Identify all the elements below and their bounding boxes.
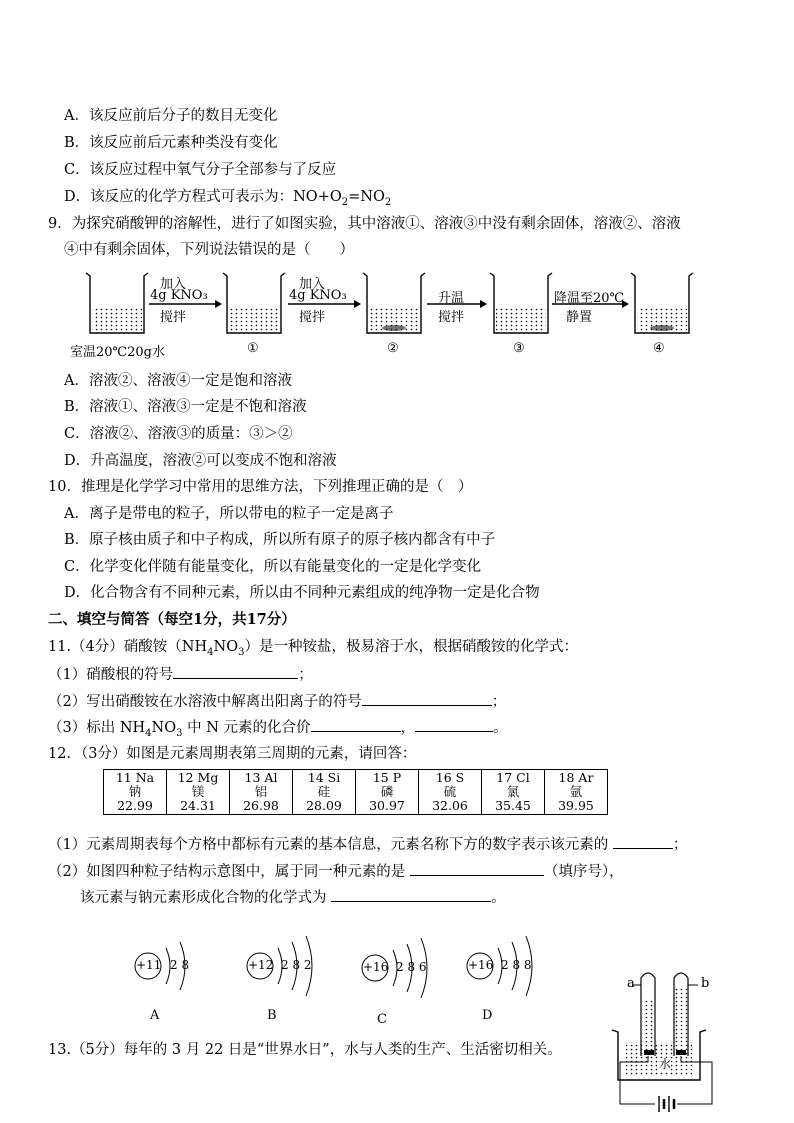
q10-stem: 10．推理是化学学习中常用的思维方法，下列推理正确的是（ ） (48, 479, 473, 495)
element-cell: 16 S 硫 32.06 (419, 770, 482, 815)
atom-d-nucleus: +16 (468, 958, 494, 972)
tube-a-label: a (627, 976, 635, 991)
answer-blank[interactable] (410, 861, 544, 876)
step3-label-bot: 搅拌 (438, 310, 465, 325)
q9-option-a: A．溶液②、溶液④一定是饱和溶液 (64, 373, 292, 389)
atom-a-nucleus: +11 (136, 958, 162, 972)
q12-part1: （1）元素周期表每个方格中都标有元素的基本信息，元素名称下方的数字表示该元素的 ； (48, 834, 687, 855)
atom-d-shells: 2 8 8 (501, 958, 532, 972)
step2-label-mid: 4g KNO₃ (289, 288, 347, 303)
element-cell: 13 Al 铝 26.98 (230, 770, 293, 815)
q9-stem-line1: 9．为探究硝酸钾的溶解性，进行了如图实验，其中溶液①、溶液③中没有剩余固体，溶液②、溶液 (48, 216, 681, 232)
q12-part3: 该元素与钠元素形成化合物的化学式为 。 (80, 887, 506, 908)
element-cell: 12 Mg 镁 24.31 (167, 770, 230, 815)
q8-option-b: B．该反应前后元素种类没有变化 (64, 135, 278, 151)
beaker-4 (631, 273, 693, 333)
beaker-3 (490, 273, 552, 333)
atom-b-nucleus: +12 (248, 958, 274, 972)
beaker-2 (363, 273, 425, 333)
step1-label-top: 加入 (160, 277, 187, 292)
electrolysis-apparatus (612, 973, 712, 1112)
q12-stem: 12．（3分）如图是元素周期表第三周期的元素，请回答： (48, 746, 417, 762)
atom-b-label: B (267, 1008, 277, 1023)
beaker-0-label: 室温20℃20g水 (70, 345, 165, 360)
q9-stem-line2: ④中有剩余固体，下列说法错误的是（ ） (64, 242, 354, 258)
element-cell: 11 Na 钠 22.99 (104, 770, 167, 815)
step2-label-top: 加入 (299, 277, 326, 292)
element-cell: 17 Cl 氯 35.45 (482, 770, 545, 815)
beaker-1-label: ① (247, 341, 259, 356)
beaker-4-label: ④ (653, 341, 665, 356)
q8-option-a: A．该反应前后分子的数目无变化 (64, 108, 278, 124)
beaker-2-label: ② (387, 341, 399, 356)
step1-label-mid: 4g KNO₃ (150, 288, 208, 303)
answer-blank[interactable] (173, 664, 298, 679)
q13-stem: 13.（5分）每年的 3 月 22 日是“世界水日”，水与人类的生产、生活密切相关。 (48, 1042, 562, 1058)
step4-label-top: 降温至20℃ (554, 291, 625, 306)
answer-blank[interactable] (331, 887, 491, 902)
atom-a-label: A (150, 1008, 160, 1023)
atom-c-nucleus: +16 (363, 960, 389, 974)
water-label: 水 (659, 1057, 672, 1071)
q9-option-c: C．溶液②、溶液③的质量：③＞② (64, 426, 293, 442)
beaker-0 (86, 273, 148, 333)
answer-blank[interactable] (415, 717, 493, 732)
q8-option-d: D．该反应的化学方程式可表示为：$NO+O_2=NO_2$ (64, 189, 392, 208)
element-cell: 15 P 磷 30.97 (356, 770, 419, 815)
atom-a-shells: 2 8 (170, 958, 190, 972)
q9-option-d: D．升高温度，溶液②可以变成不饱和溶液 (64, 453, 337, 469)
step4-label-bot: 静置 (566, 310, 593, 325)
tube-b-label: b (701, 976, 710, 991)
atom-b-shells: 2 8 2 (281, 958, 312, 972)
section-heading: 二、填空与简答（每空1分，共17分） (48, 611, 296, 628)
q10-option-c: C．化学变化伴随有能量变化，所以有能量变化的一定是化学变化 (64, 559, 482, 575)
answer-blank[interactable] (311, 717, 401, 732)
element-cell: 14 Si 硅 28.09 (293, 770, 356, 815)
step2-label-bot: 搅拌 (299, 310, 326, 325)
q11-part1: （1）硝酸根的符号 ； (48, 664, 313, 685)
q11-part2: （2）写出硝酸铵在水溶液中解离出阳离子的符号 ； (48, 691, 506, 712)
beaker-1 (223, 273, 285, 333)
atom-c-label: C (377, 1012, 387, 1027)
atom-d-label: D (482, 1008, 493, 1023)
answer-blank[interactable] (362, 691, 492, 706)
q11-part3: （3）标出 $NH_4NO_3$ 中 N 元素的化合价 ， 。 (48, 717, 508, 738)
q11-stem: 11.（4分）硝酸铵$(NH_4NO_3)$是一种铵盐，极易溶于水，根据硝酸铵的化学式： (48, 639, 578, 658)
q10-option-a: A．离子是带电的粒子，所以带电的粒子一定是离子 (64, 506, 394, 522)
element-cell: 18 Ar 氩 39.95 (545, 770, 608, 815)
q8-option-c: C．该反应过程中氧气分子全部参与了反应 (64, 162, 337, 178)
q12-part2: （2）如图四种粒子结构示意图中，属于同一种元素的是 （填序号）， (48, 861, 624, 882)
q9-option-b: B．溶液①、溶液③一定是不饱和溶液 (64, 399, 307, 415)
q10-option-b: B．原子核由质子和中子构成，所以所有原子的原子核内都含有中子 (64, 532, 496, 548)
atom-c-shells: 2 8 6 (396, 960, 427, 974)
step3-label-top: 升温 (438, 291, 465, 306)
beaker-3-label: ③ (513, 341, 525, 356)
q10-option-d: D．化合物含有不同种元素，所以由不同种元素组成的纯净物一定是化合物 (64, 585, 540, 601)
periodic-table-row (103, 769, 608, 815)
answer-blank[interactable] (613, 834, 673, 849)
step1-label-bot: 搅拌 (160, 310, 187, 325)
